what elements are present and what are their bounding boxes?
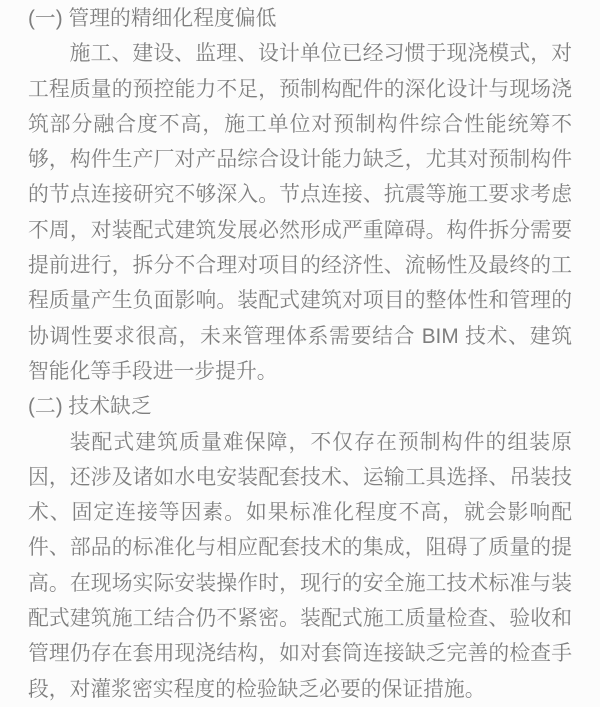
section-heading-1: (一) 管理的精细化程度偏低 <box>28 7 277 30</box>
section-paragraph-2: 装配式建筑质量难保障，不仅存在预制构件的组装原因，还涉及诸如水电安装配套技术、运输工具选择、吊装技术、固定连接等因素。如果标准化程度不高，就会影响配件、部品的标准化与相应配套技术的集成，阻碍了质量的提高。在现场实际安装操作时，现行的安全施工技术标准与装配式建筑施工结合仍不紧密。装配式施工质量检查、验收和管理仍存在套用现浇结构，如对套筒连接缺乏完善的检查手段，对灌浆密实程度的检验缺乏必要的保证措施。 <box>28 430 572 701</box>
section-heading-2: (二) 技术缺乏 <box>28 395 152 419</box>
section-paragraph-1: 施工、建设、监理、设计单位已经习惯于现浇模式，对工程质量的预控能力不足，预制构配件的深化设计与现场浇筑部分融合度不高，施工单位对预制构件综合性能统筹不够，构件生产厂对产品综合设计能力缺乏，尤其对预制构件的节点连接研究不够深入。节点连接、抗震等施工要求考虑不周，对装配式建筑发展必然形成严重障碍。构件拆分需要提前进行，拆分不合理对项目的经济性、流畅性及最终的工程质量产生负面影响。装配式建筑对项目的整体性和管理的协调性要求很高，未来管理体系需要结合 BIM 技术、建筑智能化等手段进一步提升。 <box>28 42 572 383</box>
section-management <box>28 1 572 389</box>
section-technology <box>28 389 572 707</box>
